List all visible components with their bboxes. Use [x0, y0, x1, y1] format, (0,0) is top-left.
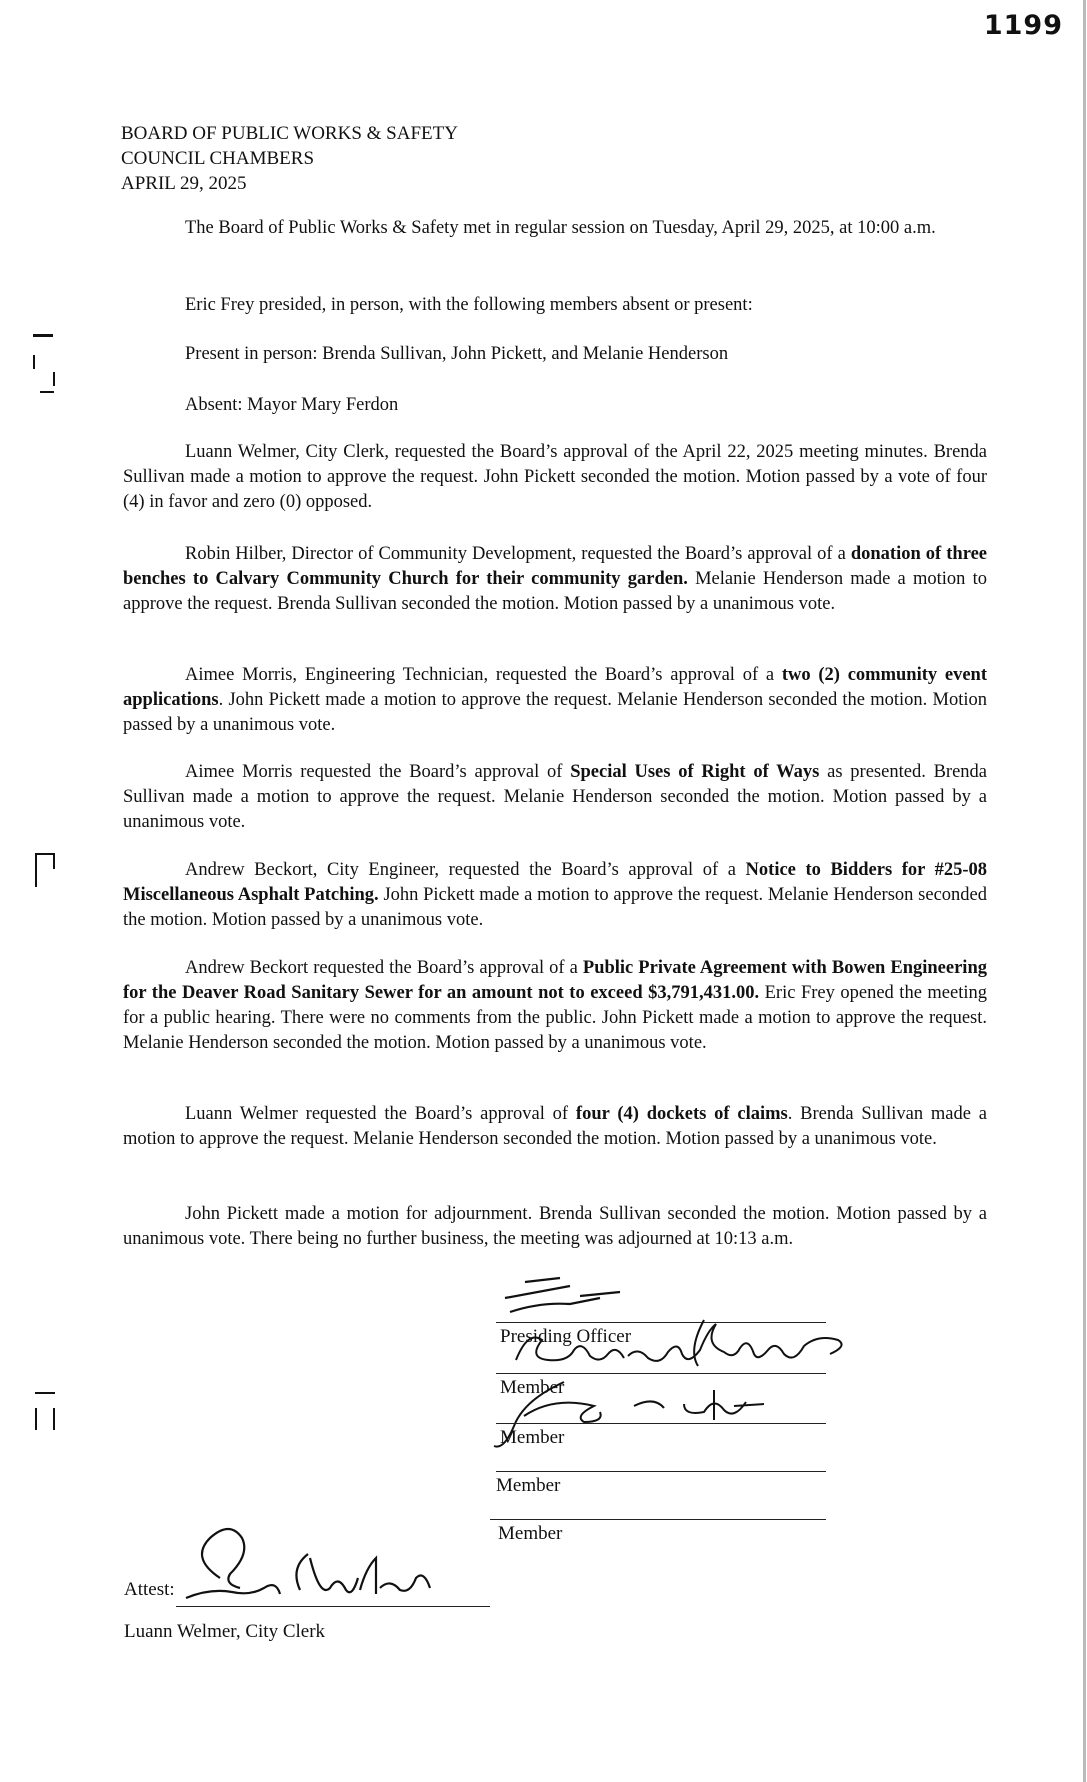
claims-dockets-paragraph	[123, 1102, 987, 1152]
asphalt-bidders-paragraph	[123, 858, 987, 933]
paragraph-text: Melanie Henderson made a motion to approve the request. Brenda Sullivan seconded the motion. Motion passed by a unanimous vote.	[123, 569, 987, 614]
minutes-approval-paragraph: Luann Welmer, City Clerk, requested the Board’s approval of the April 22, 2025 meeting minutes. Brenda Sullivan made a motion to approve the request. John Pickett seconded the motion. Motion passed by a vote of four (4) in favor and zero (0) opposed.	[123, 442, 987, 512]
scan-mark	[35, 853, 55, 855]
presiding-officer-label: Presiding Officer	[500, 1326, 632, 1347]
paragraph-text: Andrew Beckort, City Engineer, requested the Board’s approval of a	[185, 860, 746, 880]
paragraph-bold-text: Notice to Bidders for #25-08 Miscellaneous Asphalt Patching.	[123, 860, 988, 905]
header-date: APRIL 29, 2025	[121, 173, 247, 194]
presiding-paragraph: Eric Frey presided, in person, with the following members absent or present:	[185, 295, 753, 315]
paragraph-bold-text: Special Uses of Right of Ways	[570, 762, 820, 782]
paragraph-text: Luann Welmer requested the Board’s approval of	[185, 1104, 576, 1124]
absent-members-paragraph: Absent: Mayor Mary Ferdon	[185, 395, 399, 415]
paragraph-text: . John Pickett made a motion to approve the request. Melanie Henderson seconded the motion. Motion passed by a unanimous vote.	[123, 690, 987, 735]
paragraph-text: John Pickett made a motion to approve the request. Melanie Henderson seconded the motion. Motion passed by a unanimous vote.	[123, 885, 987, 930]
scan-mark	[33, 334, 53, 337]
signature-line	[490, 1519, 826, 1520]
paragraph-bold-text: Public Private Agreement with Bowen Engineering for the Deaver Road Sanitary Sewer for an amount not to exceed $3,791,431.00.	[123, 958, 987, 1003]
paragraph-bold-text: four (4) dockets of claims	[575, 1104, 788, 1124]
sanitary-sewer-agreement-paragraph	[123, 956, 987, 1056]
page-number: 1199	[983, 10, 1063, 41]
signature-line	[496, 1373, 826, 1374]
city-clerk-name: Luann Welmer, City Clerk	[124, 1621, 326, 1642]
member-signature-sullivan	[508, 1310, 858, 1380]
paragraph-text: . Brenda Sullivan made a motion to approve the request. Melanie Henderson seconded the motion. Motion passed by a unanimous vote.	[123, 1104, 987, 1149]
scan-mark	[35, 853, 37, 887]
paragraph-bold-text: two (2) community event applications	[123, 665, 988, 710]
paragraph-text: Aimee Morris requested the Board’s approval of	[185, 762, 571, 782]
present-members-paragraph: Present in person: Brenda Sullivan, John Pickett, and Melanie Henderson	[185, 344, 729, 364]
clerk-signature	[180, 1518, 450, 1608]
paragraph-text: Eric Frey opened the meeting for a public hearing. There were no comments from the public. John Pickett made a motion to approve the request. Melanie Henderson seconded the motion. Motion passed by a unanimous vote.	[123, 983, 988, 1053]
member-label: Member	[498, 1523, 563, 1544]
paragraph-text: Aimee Morris, Engineering Technician, requested the Board’s approval of a	[185, 665, 782, 685]
member-label: Member	[500, 1427, 565, 1448]
scan-mark	[35, 1408, 37, 1430]
header-board-name: BOARD OF PUBLIC WORKS & SAFETY	[121, 123, 458, 144]
scan-mark	[53, 853, 55, 869]
header-location: COUNCIL CHAMBERS	[121, 148, 315, 169]
adjournment-paragraph: John Pickett made a motion for adjournment. Brenda Sullivan seconded the motion. Motion passed by a unanimous vote. There being no further business, the meeting was adjourned at 10:13 a.m.	[123, 1204, 987, 1249]
scan-mark	[33, 355, 35, 369]
event-applications-paragraph	[123, 663, 987, 738]
paragraph-bold-text: donation of three benches to Calvary Community Church for their community garden.	[123, 544, 987, 589]
member-label: Member	[496, 1475, 561, 1496]
signature-line	[176, 1606, 490, 1607]
document-header	[121, 121, 458, 196]
benches-donation-paragraph	[123, 542, 987, 617]
attest-label: Attest:	[124, 1579, 175, 1600]
signature-line	[496, 1423, 826, 1424]
signature-line	[496, 1471, 826, 1472]
scan-mark	[40, 391, 54, 393]
right-of-ways-paragraph	[123, 760, 987, 835]
member-label: Member	[500, 1377, 565, 1398]
scan-mark	[1083, 0, 1086, 1782]
scan-mark	[53, 372, 55, 386]
paragraph-text: Robin Hilber, Director of Community Development, requested the Board’s approval of a	[185, 544, 851, 564]
scan-mark	[35, 1392, 55, 1394]
scan-mark	[53, 1408, 55, 1430]
paragraph-text: Andrew Beckort requested the Board’s approval of a	[185, 958, 583, 978]
paragraph-text: as presented. Brenda Sullivan made a motion to approve the request. Melanie Henderson seconded the motion. Motion passed by a unanimous vote.	[123, 762, 988, 832]
opening-paragraph: The Board of Public Works & Safety met in regular session on Tuesday, April 29, 2025, at 10:00 a.m.	[185, 218, 936, 238]
